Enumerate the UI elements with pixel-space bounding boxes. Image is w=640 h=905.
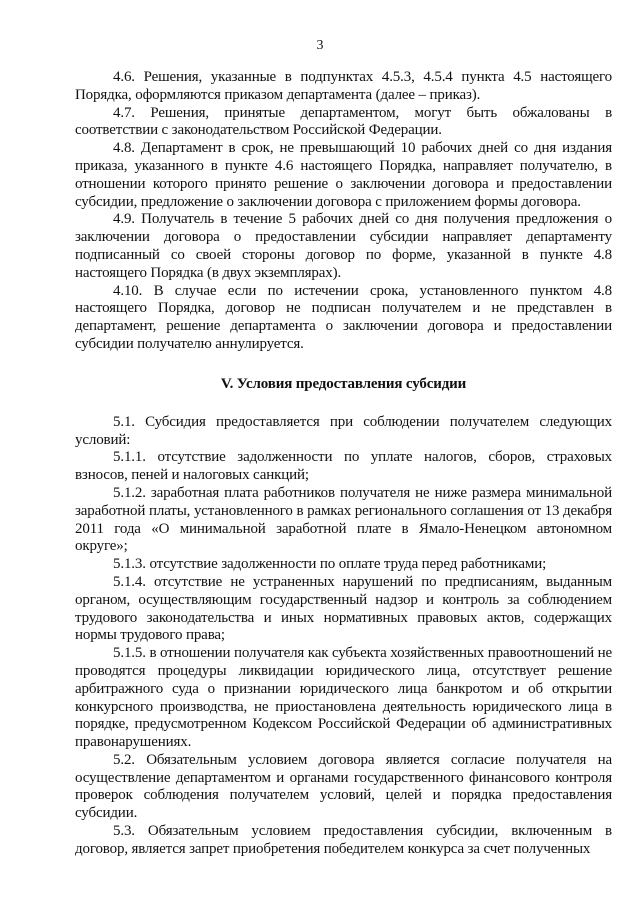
paragraph-4-7: 4.7. Решения, принятые департаментом, могут быть обжалованы в соответствии с законодательством Российской Федерации. [75, 104, 612, 139]
paragraph-5-1: 5.1. Субсидия предоставляется при соблюдении получателем следующих условий: [75, 413, 612, 448]
paragraph-5-3: 5.3. Обязательным условием предоставления субсидии, включенным в договор, является запрет приобретения победителем конкурса за счет полученных [75, 823, 612, 857]
paragraph-4-9: 4.9. Получатель в течение 5 рабочих дней со дня получения предложения о заключении договора о предоставлении субсидии направляет департаменту подписанный со своей стороны договор по форме, указанной в пункте 4.8 настоящего Порядка (в двух экземплярах). [75, 211, 612, 281]
page-number: 3 [316, 38, 324, 53]
paragraph-5-1-1: 5.1.1. отсутствие задолженности по уплате налогов, сборов, страховых взносов, пеней и налоговых санкций; [75, 449, 612, 484]
paragraph-4-10: 4.10. В случае если по истечении срока, установленного пунктом 4.8 настоящего Порядка, договор не подписан получателем и не представлен в департамент, решение департамента о заключении договора и предоставлении субсидии получателю аннулируется. [75, 282, 612, 352]
section-heading: V. Условия предоставления субсидии [220, 375, 467, 392]
paragraph-5-1-4: 5.1.4. отсутствие не устраненных нарушений по предписаниям, выданным органом, осуществляющим государственный надзор и контроль за соблюдением трудового законодательства и иных нормативных правовых актов, содержащих нормы трудового права; [75, 573, 612, 644]
paragraph-5-1-2: 5.1.2. заработная плата работников получателя не ниже размера минимальной заработной платы, установленного в рамках регионального соглашения от 13 декабря 2011 года «О минимальной заработной плате в Ямало-Ненецком автономном округе»; [75, 484, 612, 555]
paragraph-4-8: 4.8. Департамент в срок, не превышающий 10 рабочих дней со дня издания приказа, указанного в пункте 4.6 настоящего Порядка, направляет получателю, в отношении которого принято решение о заключении договора и предоставлении субсидии, предложение о заключении договора с приложением формы договора. [75, 140, 612, 210]
paragraph-5-1-3: 5.1.3. отсутствие задолженности по оплате труда перед работниками; [113, 556, 547, 573]
paragraph-5-1-5: 5.1.5. в отношении получателя как субъекта хозяйственных правоотношений не проводятся процедуры ликвидации юридического лица, отсутствует решение арбитражного суда о признании юридического лица банкротом и об открытии конкурсного производства, не приостановлена деятельность юридического лица в порядке, предусмотренном Кодексом Российской Федерации об административных правонарушениях. [75, 645, 612, 751]
paragraph-4-6: 4.6. Решения, указанные в подпунктах 4.5.3, 4.5.4 пункта 4.5 настоящего Порядка, оформляются приказом департамента (далее – приказ). [75, 69, 612, 103]
paragraph-5-2: 5.2. Обязательным условием договора является согласие получателя на осуществление департаментом и органами государственного финансового контроля проверок соблюдения получателем условий, целей и порядка предоставления субсидии. [75, 751, 612, 822]
document-body [75, 69, 612, 859]
